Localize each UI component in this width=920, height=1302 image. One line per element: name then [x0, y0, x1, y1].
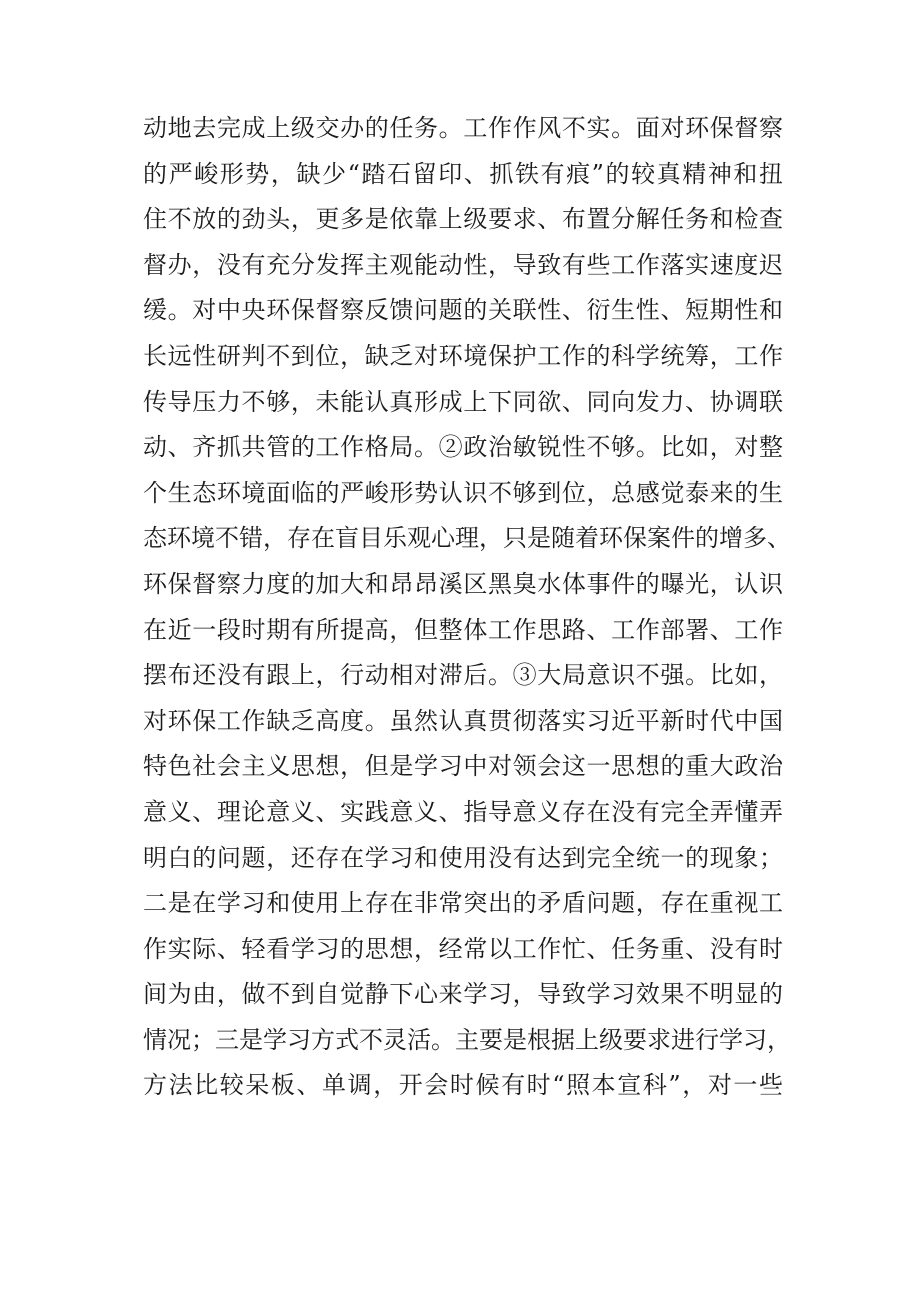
text-line: 个生态环境面临的严峻形势认识不够到位，总感觉泰来的生: [143, 478, 783, 507]
text-line: 特色社会主义思想，但是学习中对领会这一思想的重大政治: [143, 752, 783, 781]
text-line: 在近一段时期有所提高，但整体工作思路、工作部署、工作: [143, 615, 783, 644]
text-line: 二是在学习和使用上存在非常突出的矛盾问题，存在重视工: [143, 889, 783, 918]
text-line: 方法比较呆板、单调，开会时候有时“照本宣科”，对一些: [143, 1071, 783, 1100]
text-line: 环保督察力度的加大和昂昂溪区黑臭水体事件的曝光，认识: [143, 569, 783, 598]
text-line: 传导压力不够，未能认真形成上下同欲、同向发力、协调联: [143, 387, 783, 416]
text-line: 督办，没有充分发挥主观能动性，导致有些工作落实速度迟: [143, 250, 783, 279]
text-line: 对环保工作缺乏高度。虽然认真贯彻落实习近平新时代中国: [143, 706, 783, 735]
text-line: 态环境不错，存在盲目乐观心理，只是随着环保案件的增多、: [143, 524, 791, 553]
text-line: 作实际、轻看学习的思想，经常以工作忙、任务重、没有时: [143, 934, 783, 963]
text-line: 明白的问题，还存在学习和使用没有达到完全统一的现象；: [143, 843, 783, 872]
body-text: [143, 106, 791, 1109]
text-line: 动地去完成上级交办的任务。工作作风不实。面对环保督察: [143, 114, 783, 142]
text-line: 动、齐抓共管的工作格局。②政治敏锐性不够。比如，对整: [143, 433, 783, 462]
text-line: 摆布还没有跟上，行动相对滞后。③大局意识不强。比如，: [143, 661, 783, 690]
text-line: 间为由，做不到自觉静下心来学习，导致学习效果不明显的: [143, 980, 783, 1009]
text-line: 住不放的劲头，更多是依靠上级要求、布置分解任务和检查: [143, 205, 783, 234]
text-line: 长远性研判不到位，缺乏对环境保护工作的科学统筹，工作: [143, 341, 783, 370]
text-line: 意义、理论意义、实践意义、指导意义存在没有完全弄懂弄: [143, 797, 783, 826]
text-line: 情况；三是学习方式不灵活。主要是根据上级要求进行学习，: [143, 1025, 791, 1054]
text-line: 缓。对中央环保督察反馈问题的关联性、衍生性、短期性和: [143, 296, 783, 325]
text-line: 的严峻形势，缺少“踏石留印、抓铁有痕”的较真精神和扭: [143, 159, 783, 188]
